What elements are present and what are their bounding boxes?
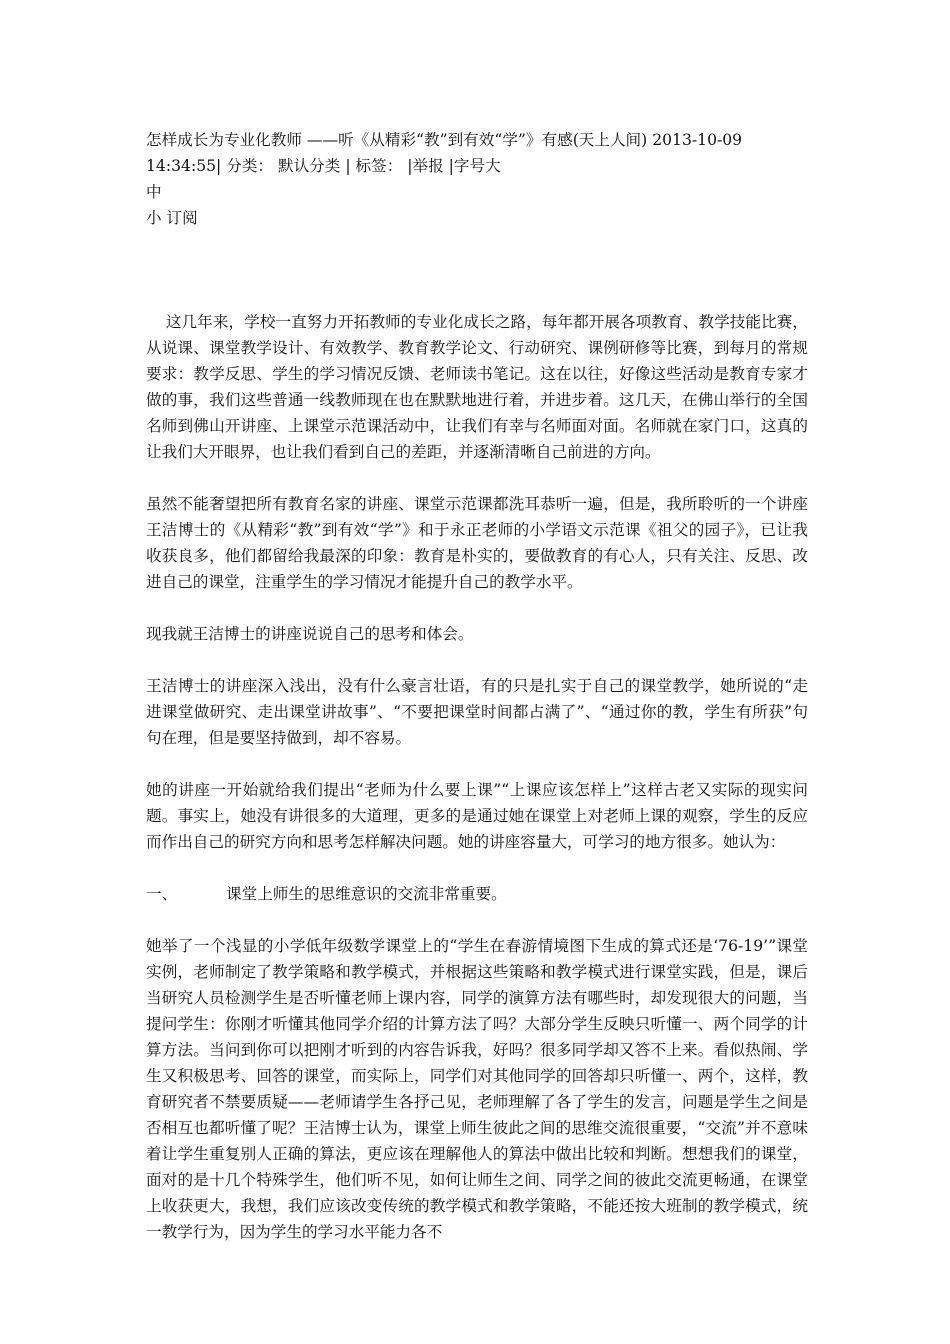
font-size-medium-link[interactable]: 中 <box>146 183 162 201</box>
section-heading-1 <box>146 881 808 907</box>
paragraph-4: 王洁博士的讲座深入浅出，没有什么豪言壮语，有的只是扎实于自己的课堂教学，她所说的“走进课堂做研究、走出课堂讲故事”、“不要把课堂时间都占满了”、“通过你的教，学生有所获”句句在理，但是要坚持做到，却不容易。 <box>146 677 808 747</box>
post-meta-line: 14:34:55| 分类： 默认分类 | 标签： |举报 |字号大 <box>146 157 501 175</box>
paragraph-intro: 这几年来，学校一直努力开拓教师的专业化成长之路，每年都开展各项教育、教学技能比赛，从说课、课堂教学设计、有效教学、教育教学论文、行动研究、课例研修等比赛，到每月的常规要求：教学反思、学生的学习情况反馈、老师读书笔记。这在以往，好像这些活动是教育专家才做的事，我们这些普通一线教师现在也在默默地进行着，并进步着。这几天，在佛山举行的全国名师到佛山开讲座、上课堂示范课活动中，让我们有幸与名师面对面。名师就在家门口，这真的让我们大开眼界，也让我们看到自己的差距，并逐渐清晰自己前进的方向。 <box>146 313 808 461</box>
section-title: 课堂上师生的思维意识的交流非常重要。 <box>226 885 507 903</box>
document-page <box>146 127 808 1245</box>
paragraph-6: 她举了一个浅显的小学低年级数学课堂上的“学生在春游情境图下生成的算式还是‘76-19’”课堂实例，老师制定了教学策略和教学模式，并根据这些策略和教学模式进行课堂实践，但是，课后当研究人员检测学生是否听懂老师上课内容，同学的演算方法有哪些时，却发现很大的问题，当提问学生：你刚才听懂其他同学介绍的计算方法了吗？大部分学生反映只听懂一、两个同学的计算方法。当问到你可以把刚才听到的内容告诉我，好吗？很多同学却又答不上来。看似热闹、学生又积极思考、回答的课堂，而实际上，同学们对其他同学的回答却只听懂一、两个，这样，教育研究者不禁要质疑——老师请学生各抒己见，老师理解了各了学生的发言，问题是学生之间是否相互也都听懂了呢？王洁博士认为，课堂上师生彼此之间的思维交流很重要，“交流”并不意味着让学生重复别人正确的算法，更应该在理解他人的算法中做出比较和判断。想想我们的课堂，面对的是十几个特殊学生，他们听不见，如何让师生之间、同学之间的彼此交流更畅通，在课堂上收获更大，我想，我们应该改变传统的教学模式和教学策略，不能还按大班制的教学模式，统一教学行为，因为学生的学习水平能力各不 <box>146 937 808 1241</box>
paragraph-2: 虽然不能奢望把所有教育名家的讲座、课堂示范课都洗耳恭听一遍，但是，我所聆听的一个讲座王洁博士的《从精彩“教”到有效“学”》和于永正老师的小学语文示范课《祖父的园子》，已让我收获良多，他们都留给我最深的印象：教育是朴实的，要做教育的有心人，只有关注、反思、改进自己的课堂，注重学生的学习情况才能提升自己的教学水平。 <box>146 495 808 591</box>
font-size-small-subscribe-links[interactable]: 小 订阅 <box>146 209 198 227</box>
post-header <box>146 127 808 231</box>
header-spacer <box>146 231 808 283</box>
section-number: 一、 <box>146 885 178 903</box>
post-title-line: 怎样成长为专业化教师 ——听《从精彩“教”到有效“学”》有感(天上人间) 2013-10-09 <box>146 131 743 149</box>
paragraph-5: 她的讲座一开始就给我们提出“老师为什么要上课”“上课应该怎样上”这样古老又实际的现实问题。事实上，她没有讲很多的大道理，更多的是通过她在课堂上对老师上课的观察，学生的反应而作出自己的研究方向和思考怎样解决问题。她的讲座容量大，可学习的地方很多。她认为： <box>146 781 808 851</box>
paragraph-3: 现我就王洁博士的讲座说说自己的思考和体会。 <box>146 625 474 643</box>
